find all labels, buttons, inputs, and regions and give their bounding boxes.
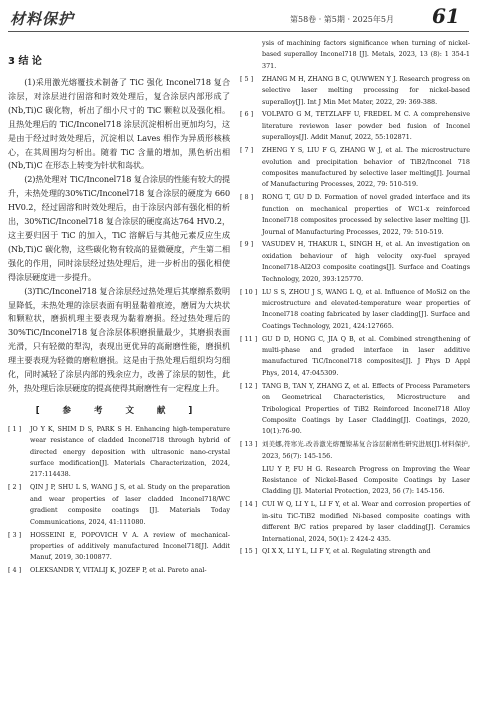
reference-text: VOLPATO G M, TETZLAFF U, FREDEL M C. A comprehensive literature reviewon laser powder bed fusion of Inconel superalloys[J]. Addit Manuf, 2022, 55:102871.	[262, 110, 470, 142]
reference-text: ZHENG Y S, LIU F G, ZHANG W J, et al. The microstructure evolution and precipitation behavior of TiB2/Inconel 718 composites manufactured by selective laser melting[J]. Journal of Manufacturing Processes, 2022, 79: 510-519.	[262, 146, 470, 189]
left-column	[8, 54, 230, 578]
reference-item	[240, 334, 470, 380]
conclusion-1: (1)采用激光熔覆技术制备了 TiC 强化 Inconel718 复合涂层，对涂层进行固溶和时效处理后，复合涂层内部形成了(Nb,Ti)C 碳化物，析出了细小尺寸的 TiC 颗粒以及强化相。且热处理后的 TiC/Inconel718 涂层沉淀相析出更加均匀，这是由于经过时效处理后，沉淀相以 Laves 相作为异质形核核心，在其周围均匀析出。随着 TiC 含量的增加，黑色析出相(Nb,Ti)C 在形态上转变为针状和岛状。	[8, 77, 230, 171]
reference-item	[240, 381, 470, 438]
reference-text: TANG B, TAN Y, ZHANG Z, et al. Effects of Process Parameters on Geometrical Characteristics, Microstructure and Tribological Properties of TiB2 Reinforced Inconel718 Alloy Composite Coatings by Laser Cladding[J]. Coatings, 2020, 10(1):76-90.	[262, 381, 470, 436]
reference-item	[240, 145, 470, 191]
reference-number: [ 3 ]	[8, 530, 22, 539]
reference-item	[240, 192, 470, 238]
reference-number: [ 10 ]	[240, 287, 258, 296]
reference-item	[240, 109, 470, 143]
reference-item	[8, 482, 230, 528]
reference-number: [ 9 ]	[240, 240, 254, 249]
reference-number: [ 12 ]	[240, 381, 258, 390]
reference-text: QI X X, LI Y L, LI F Y, et al. Regulating strength and	[262, 547, 431, 556]
reference-item	[240, 74, 470, 108]
reference-item	[240, 499, 470, 545]
reference-number: [ 11 ]	[240, 334, 258, 343]
reference-number: [ 13 ]	[240, 440, 258, 449]
journal-logo: 材料保护	[10, 10, 75, 28]
conclusion-2: (2)热处理对 TiC/Inconel718 复合涂层的性能有较大的提升，未热处理的30%TiC/Inconel718 复合涂层的硬度为 660 HV0.2，经过固溶和时效处理后，由于涂层内部有强化相的析出，30%TiC/Inconel718 复合涂层的硬度高达764 HV0.2，这主要归因于 TiC 的加入，TiC 溶解后与其他元素反应生成(Nb,Ti)C 碳化物，这些碳化物有较高的显微硬度，产生第二相强化的作用，同时涂层经过热处理后，进一步析出的强化相使得涂层硬度进一步提升。	[8, 174, 230, 282]
reference-item	[8, 530, 230, 564]
reference-text: JO Y K, SHIM D S, PARK S H. Enhancing high-temperature wear resistance of cladded Inconel718 through hybrid of directed energy deposition with ultrasonic nano-crystal surface modification[J]. Materials Characterization, 2024, 217:114438.	[30, 424, 230, 479]
reference-number: [ 14 ]	[240, 500, 258, 509]
header-rule	[8, 31, 469, 32]
reference-text: QIN J P, SHU L S, WANG J S, et al. Study on the preparation and wear properties of laser cladded Inconel718/WC gradient composite coatings [J]. Materials Today Communications, 2024, 41:111080.	[30, 483, 230, 526]
reference-number: [ 4 ]	[8, 566, 22, 575]
references-heading: [ 参 考 文 献 ]	[35, 405, 203, 416]
reference-text: RONG T, GU D D. Formation of novel graded interface and its function on mechanical properties of WC1-x reinforced Inconel718 composites processed by selective laser melting [J]. Journal of Manufacturing Processes, 2022, 79: 510-519.	[262, 193, 470, 236]
reference-text: VASUDEV H, THAKUR L, SINGH H, et al. An investigation on oxidation behaviour of high velocity oxy-fuel sprayed Inconel718-Al2O3 composite coatings[J]. Surface and Coatings Technology, 2020, 393:125770.	[262, 240, 470, 283]
reference-text: GU D D, HONG C, JIA Q B, et al. Combined strengthening of multi-phase and graded interface in laser additive manufactured TiC/Inconel718 composites[J]. J Phys D Appl Phys, 2014, 47:045309.	[262, 334, 470, 377]
reference-number: [ 7 ]	[240, 146, 254, 155]
reference-number: [ 6 ]	[240, 110, 254, 119]
issue-info: 第58卷 · 第5期 · 2025年5月	[290, 15, 394, 24]
reference-item	[240, 239, 470, 285]
reference-text: ZHANG M H, ZHANG B C, QUWWEN Y J. Research progress on selective laser melting processing for nickel-based superalloy[J]. Int J Min Met Mater, 2022, 29: 369-388.	[262, 74, 470, 106]
reference-item	[240, 287, 470, 333]
reference-number: [ 5 ]	[240, 74, 254, 83]
reference-text: CUI W Q, LI Y L, LI F Y, et al. Wear and corrosion properties of in-situ TiC-TiB2 modified Ni-based composite coatings with different B/C ratios prepared by laser cladding[J]. Ceramics International, 2024, 50(1): 2 424-2 435.	[262, 500, 470, 543]
conclusion-3: (3)TiC/Inconel718 复合涂层经过热处理后其摩擦系数明显降低，未热处理的涂层表面有明显黏着痕迹，磨屑为大块状和颗粒状，磨损机理主要表现为黏着磨损。经过热处理后的 30%TiC/Inconel718 复合涂层体积磨损量最少，其磨损表面光滑，只有轻微的犁沟，表现出更优异的高耐磨性能，磨损机理主要表现为轻微的磨粒磨损。这是由于热处理后组织均匀细化，同时减轻了涂层内部的残余应力，改善了涂层的韧性，此外，热处理后涂层硬度的提高使得其耐磨性有一定程度上升。	[8, 285, 230, 393]
section-title: 3 结 论	[8, 56, 42, 67]
reference-item	[8, 565, 230, 576]
reference-text: HOSSEINI E, POPOVICH V A. A review of mechanical-properties of additively manufactured Inconel718[J]. Addit Manuf, 2019, 30:100877.	[30, 530, 230, 562]
page-header	[0, 0, 477, 34]
reference-continuation: ysis of machining factors significance when turning of nickel-based superalloy Inconel718 [J]. Metals, 2023, 13 (8): 1 354-1 371.	[262, 39, 470, 70]
right-column	[240, 38, 470, 559]
reference-english-translation: LIU Y P, FU H G. Research Progress on Improving the Wear Resistance of Nickel-Based Composite Coatings by Laser Cladding [J]. Material Protection, 2023, 56 (7): 145-156.	[262, 464, 470, 496]
reference-number: [ 1 ]	[8, 424, 22, 433]
reference-number: [ 2 ]	[8, 483, 22, 492]
reference-text: OLEKSANDR Y, VITALIJ K, JOZEF P, et al. Pareto anal-	[30, 566, 207, 575]
reference-number: [ 8 ]	[240, 193, 254, 202]
reference-item	[8, 424, 230, 481]
page-number: 61	[432, 4, 460, 28]
reference-item	[240, 546, 470, 557]
reference-text: LU S S, ZHOU J S, WANG L Q, et al. Influence of MoSi2 on the microstructure and elevated-temperature wear properties of Inconel718 coating fabricated by laser cladding[J]. Surface and Coatings Technology, 2021, 424:127665.	[262, 287, 470, 330]
reference-item	[240, 439, 470, 462]
reference-text: 刘美娜,符寒光.改善激光熔覆镍基复合涂层耐磨性研究进展[J].材料保护, 2023, 56(7): 145-156.	[262, 440, 470, 460]
reference-number: [ 15 ]	[240, 547, 258, 556]
